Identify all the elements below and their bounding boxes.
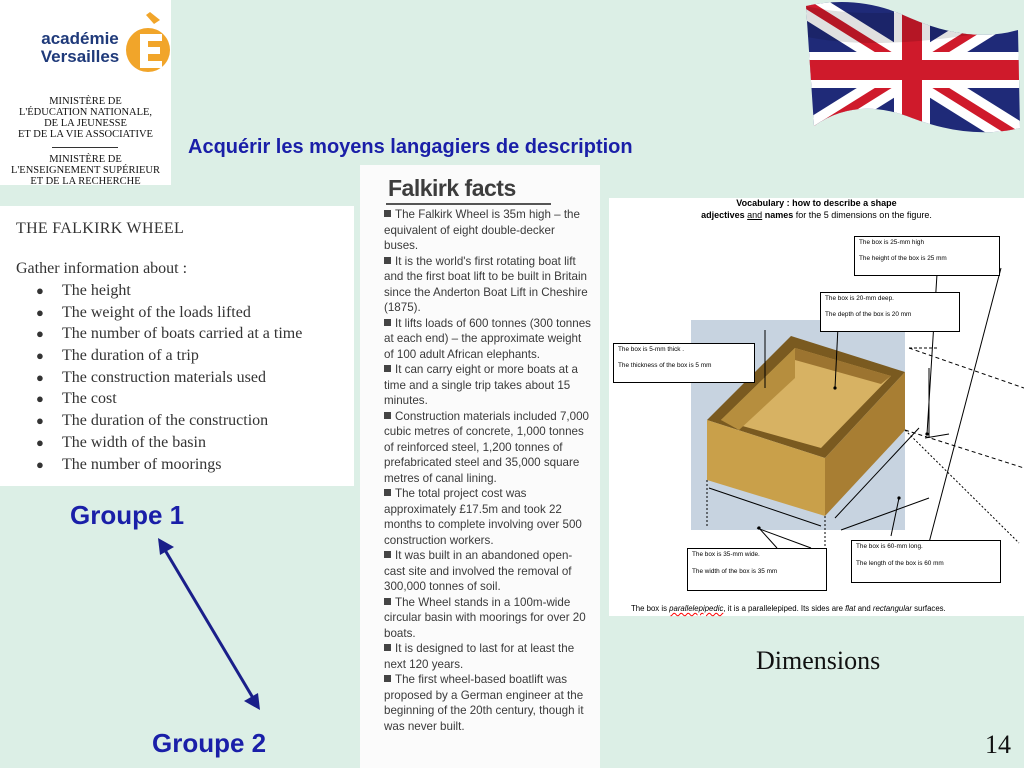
width-label: The box is 35-mm wide. The width of the box is 35 mm bbox=[687, 548, 827, 591]
list-item: ● The duration of a trip bbox=[36, 347, 199, 365]
fact-item: The Falkirk Wheel is 35m high – the equivalent of eight double-decker buses. bbox=[384, 208, 580, 252]
height-label: The box is 25-mm high The height of the box is 25 mm bbox=[854, 236, 1000, 276]
facts-heading: Falkirk facts bbox=[388, 175, 516, 201]
ministry-education: MINISTÈRE DE L'ÉDUCATION NATIONALE, DE LA JEUNESSE ET DE LA VIE ASSOCIATIVE bbox=[18, 96, 153, 140]
diagram-footer: The box is parallelepipedic, it is a parallelepiped. Its sides are flat and rectangular surfaces. bbox=[631, 604, 946, 613]
list-item: ● The number of boats carried at a time bbox=[36, 325, 303, 343]
thickness-label: The box is 5-mm thick . The thickness of the box is 5 mm bbox=[613, 343, 755, 383]
fact-item: The total project cost was approximately £17.5m and took 22 months to complete involving over 500 construction workers. bbox=[384, 487, 582, 547]
list-item: ● The construction materials used bbox=[36, 368, 266, 386]
list-item: ● The number of moorings bbox=[36, 455, 222, 473]
length-label: The box is 60-mm long. The length of the box is 60 mm bbox=[851, 540, 1001, 583]
facts-heading-underline bbox=[386, 203, 551, 205]
card-heading: THE FALKIRK WHEEL bbox=[16, 220, 185, 237]
depth-label: The box is 20-mm deep. The depth of the box is 20 mm bbox=[820, 292, 960, 332]
double-arrow-icon bbox=[150, 535, 270, 715]
card-intro: Gather information about : bbox=[16, 260, 188, 277]
falkirk-facts-panel bbox=[360, 165, 600, 768]
fact-item: The first wheel-based boatlift was proposed by a German engineer at the beginning of the 20th century, though it was never built. bbox=[384, 673, 584, 733]
academie-name: académie Versailles bbox=[40, 29, 120, 66]
fact-item: It is the world's first rotating boat lift and the first boat lift to be built in Britain since the Anderton Boat Lift in Cheshire (1875). bbox=[384, 254, 588, 314]
list-item: ● The weight of the loads lifted bbox=[36, 303, 251, 321]
academie-logo bbox=[0, 0, 171, 185]
page-number: 14 bbox=[985, 730, 1011, 759]
fact-item: It lifts loads of 600 tonnes (300 tonnes at each end) – the approximate weight of 100 adult African elephants. bbox=[384, 316, 591, 361]
vocab-subheading: adjectives and names for the 5 dimensions on the figure. bbox=[701, 210, 932, 220]
fact-item: It can carry eight or more boats at a time and a single trip takes about 15 minutes. bbox=[384, 363, 579, 407]
group-1-label: Groupe 1 bbox=[70, 500, 185, 530]
uk-flag-icon bbox=[800, 0, 1024, 140]
list-item: ● The cost bbox=[36, 390, 117, 408]
vocab-heading: Vocabulary : how to describe a shape bbox=[736, 198, 897, 208]
academie-e-emblem bbox=[118, 6, 170, 84]
falkirk-wheel-card bbox=[0, 206, 354, 486]
fact-item: Construction materials included 7,000 cubic metres of concrete, 1,000 tonnes of reinforced steel, 1,200 tonnes of prefabricated steel and 35,000 square metres of canal lining. bbox=[384, 409, 589, 485]
list-item: ● The height bbox=[36, 282, 131, 299]
fact-item: It was built in an abandoned open-cast site and involved the removal of 300,000 tonnes of soil. bbox=[384, 549, 573, 593]
dimensions-label: Dimensions bbox=[756, 646, 881, 675]
logo-divider bbox=[52, 147, 118, 148]
list-item: ● The width of the basin bbox=[36, 433, 206, 451]
vocabulary-diagram bbox=[609, 198, 1024, 616]
ministry-higher-education: MINISTÈRE DE L'ENSEIGNEMENT SUPÉRIEUR ET DE LA RECHERCHE bbox=[11, 154, 160, 187]
group-2-label: Groupe 2 bbox=[152, 728, 267, 758]
list-item: ● The duration of the construction bbox=[36, 412, 269, 430]
page-title: Acquérir les moyens langagiers de description bbox=[188, 136, 633, 158]
fact-item: The Wheel stands in a 100m-wide circular basin with moorings for over 20 boats. bbox=[384, 595, 586, 640]
fact-item: It is designed to last for at least the next 120 years. bbox=[384, 642, 575, 671]
info-list bbox=[16, 280, 302, 475]
facts-body bbox=[384, 207, 592, 734]
